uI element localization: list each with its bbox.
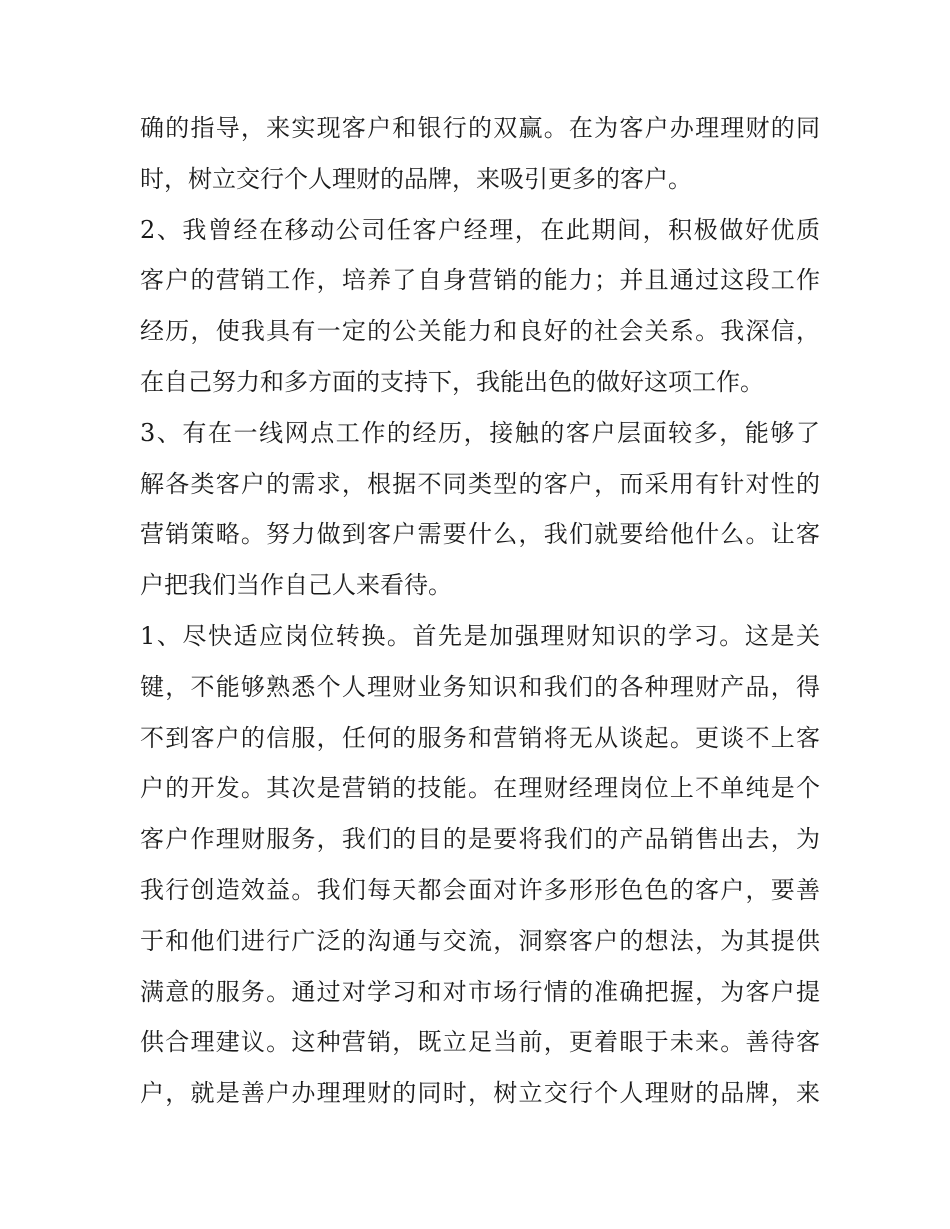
text-line-18: 满意的服务。通过对学习和对市场行情的准确把握，为客户提 — [140, 977, 820, 1006]
body-text — [140, 103, 820, 1119]
text-line-10: 户把我们当作自己人来看待。 — [140, 571, 452, 600]
text-line-13: 不到客户的信服，任何的服务和营销将无从谈起。更谈不上客 — [140, 723, 820, 752]
text-line-3: 2、我曾经在移动公司任客户经理，在此期间，积极做好优质 — [140, 215, 820, 244]
text-line-11: 1、尽快适应岗位转换。首先是加强理财知识的学习。这是关 — [140, 621, 820, 650]
text-line-4: 客户的营销工作，培养了自身营销的能力；并且通过这段工作 — [140, 266, 820, 295]
text-line-1: 确的指导，来实现客户和银行的双赢。在为客户办理理财的同 — [140, 114, 820, 142]
text-line-14: 户的开发。其次是营销的技能。在理财经理岗位上不单纯是个 — [140, 774, 820, 803]
text-line-12: 键，不能够熟悉个人理财业务知识和我们的各种理财产品，得 — [140, 672, 820, 701]
text-line-20: 户，就是善户办理理财的同时，树立交行个人理财的品牌，来 — [140, 1079, 820, 1108]
text-line-8: 解各类客户的需求，根据不同类型的客户，而采用有针对性的 — [140, 469, 820, 498]
text-line-16: 我行创造效益。我们每天都会面对许多形形色色的客户，要善 — [140, 875, 820, 904]
text-line-17: 于和他们进行广泛的沟通与交流，洞察客户的想法，为其提供 — [140, 926, 820, 955]
text-line-9: 营销策略。努力做到客户需要什么，我们就要给他什么。让客 — [140, 520, 820, 549]
text-line-5: 经历，使我具有一定的公关能力和良好的社会关系。我深信， — [140, 317, 820, 346]
text-line-7: 3、有在一线网点工作的经历，接触的客户层面较多，能够了 — [140, 418, 820, 447]
text-line-2: 时，树立交行个人理财的品牌，来吸引更多的客户。 — [140, 164, 692, 193]
text-line-19: 供合理建议。这种营销，既立足当前，更着眼于未来。善待客 — [140, 1028, 820, 1057]
text-line-6: 在自己努力和多方面的支持下，我能出色的做好这项工作。 — [140, 367, 764, 396]
text-line-15: 客户作理财服务，我们的目的是要将我们的产品销售出去，为 — [140, 825, 820, 854]
